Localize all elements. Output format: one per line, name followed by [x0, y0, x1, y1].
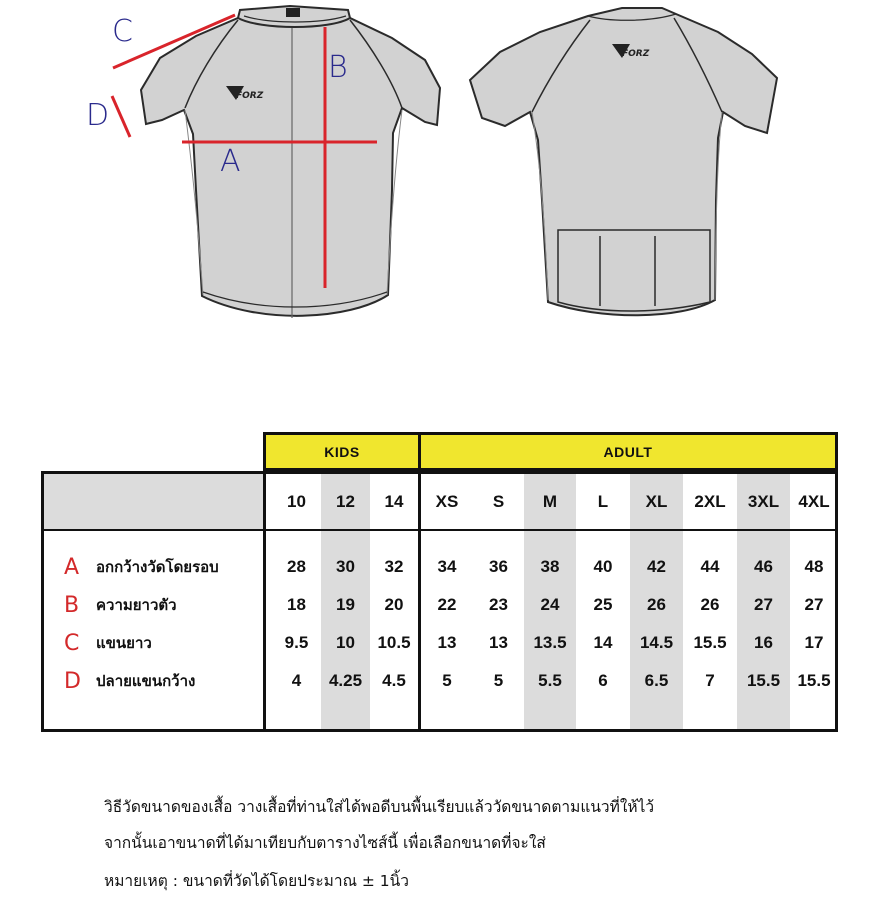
table-cell: 42 — [647, 557, 666, 576]
size-header: M — [542, 492, 558, 511]
table-cell: 44 — [700, 557, 720, 576]
jersey-diagram — [0, 0, 890, 340]
measure-label-d: D — [86, 98, 110, 133]
row-label-length: ความยาวตัว — [96, 596, 177, 614]
table-cell: 13 — [437, 633, 457, 652]
table-cell: 14.5 — [639, 633, 674, 652]
table-cell: 7 — [705, 671, 715, 690]
size-header: 10 — [287, 492, 306, 511]
jersey-back — [470, 8, 777, 315]
table-cell: 13.5 — [533, 633, 567, 652]
measure-label-b: B — [328, 50, 348, 85]
row-label-cuff: ปลายแขนกว้าง — [96, 672, 196, 690]
row-letter-d: D — [64, 668, 81, 694]
table-cell: 26 — [700, 595, 720, 614]
jersey-front-body — [141, 10, 440, 316]
table-cell: 28 — [287, 557, 306, 576]
row-letter-a: A — [64, 554, 80, 580]
table-cell: 4.25 — [328, 671, 363, 690]
table-cell: 5 — [493, 671, 504, 690]
table-cell: 6 — [598, 671, 608, 690]
size-header: 3XL — [747, 492, 780, 511]
measure-label-c: C — [112, 14, 133, 49]
table-cell: 10.5 — [377, 633, 411, 652]
table-cell: 4 — [291, 671, 302, 690]
table-cell: 5 — [442, 671, 452, 690]
front-logo: FORZ — [236, 91, 264, 101]
measure-line-d — [112, 96, 130, 137]
table-cell: 26 — [647, 595, 666, 614]
table-cell: 14 — [593, 633, 613, 652]
table-cell: 15.5 — [797, 671, 831, 690]
measure-instructions-line1: วิธีวัดขนาดของเสื้อ วางเสื้อที่ท่านใส่ได้พอดีบนพื้นเรียบแล้ววัดขนาดตามแนวที่ให้ไว้ — [104, 798, 655, 816]
measure-note: หมายเหตุ : ขนาดที่วัดได้โดยประมาณ ± 1นิ้ว — [104, 872, 409, 890]
table-cell: 40 — [593, 557, 613, 576]
size-header: XL — [645, 492, 668, 511]
kids-group-header: KIDS — [263, 432, 421, 471]
table-cell: 15.5 — [693, 633, 727, 652]
table-cell: 27 — [754, 595, 773, 614]
table-cell: 48 — [804, 557, 824, 576]
table-cell: 22 — [437, 595, 457, 614]
size-table — [41, 471, 838, 732]
table-cell: 18 — [287, 595, 306, 614]
table-cell: 16 — [754, 633, 773, 652]
table-cell: 27 — [804, 595, 824, 614]
table-cell: 13 — [489, 633, 508, 652]
size-header: 14 — [384, 492, 404, 511]
size-header: XS — [435, 492, 459, 511]
table-cell: 30 — [336, 557, 355, 576]
jersey-front — [112, 6, 440, 318]
size-header: 4XL — [798, 492, 830, 511]
row-label-sleeve: แขนยาว — [96, 634, 152, 652]
table-cell: 19 — [336, 595, 355, 614]
adult-group-header: ADULT — [418, 432, 838, 471]
table-cell: 25 — [593, 595, 613, 614]
row-letter-c: C — [64, 630, 80, 656]
table-cell: 17 — [804, 633, 824, 652]
table-cell: 20 — [384, 595, 404, 614]
table-cell: 4.5 — [382, 671, 406, 690]
size-header: L — [597, 492, 609, 511]
size-header: 2XL — [694, 492, 726, 511]
table-cell: 9.5 — [284, 633, 309, 652]
size-header: S — [492, 492, 505, 511]
table-cell: 23 — [489, 595, 508, 614]
table-cell: 46 — [754, 557, 773, 576]
table-cell: 38 — [540, 557, 560, 576]
table-cell: 10 — [336, 633, 355, 652]
row-letter-b: B — [64, 592, 80, 618]
back-logo: FORZ — [622, 49, 650, 59]
table-cell: 6.5 — [644, 671, 669, 690]
table-cell: 5.5 — [538, 671, 562, 690]
table-cell: 24 — [540, 595, 560, 614]
table-cell: 36 — [489, 557, 508, 576]
table-cell: 32 — [384, 557, 404, 576]
measure-label-a: A — [220, 144, 241, 179]
measure-instructions-line2: จากนั้นเอาขนาดที่ได้มาเทียบกับตารางไซส์นี้ เพื่อเลือกขนาดที่จะใส่ — [104, 834, 546, 852]
table-cell: 15.5 — [746, 671, 781, 690]
size-header: 12 — [336, 492, 355, 511]
row-label-chest: อกกว้างวัดโดยรอบ — [96, 558, 219, 576]
table-cell: 34 — [437, 557, 457, 576]
